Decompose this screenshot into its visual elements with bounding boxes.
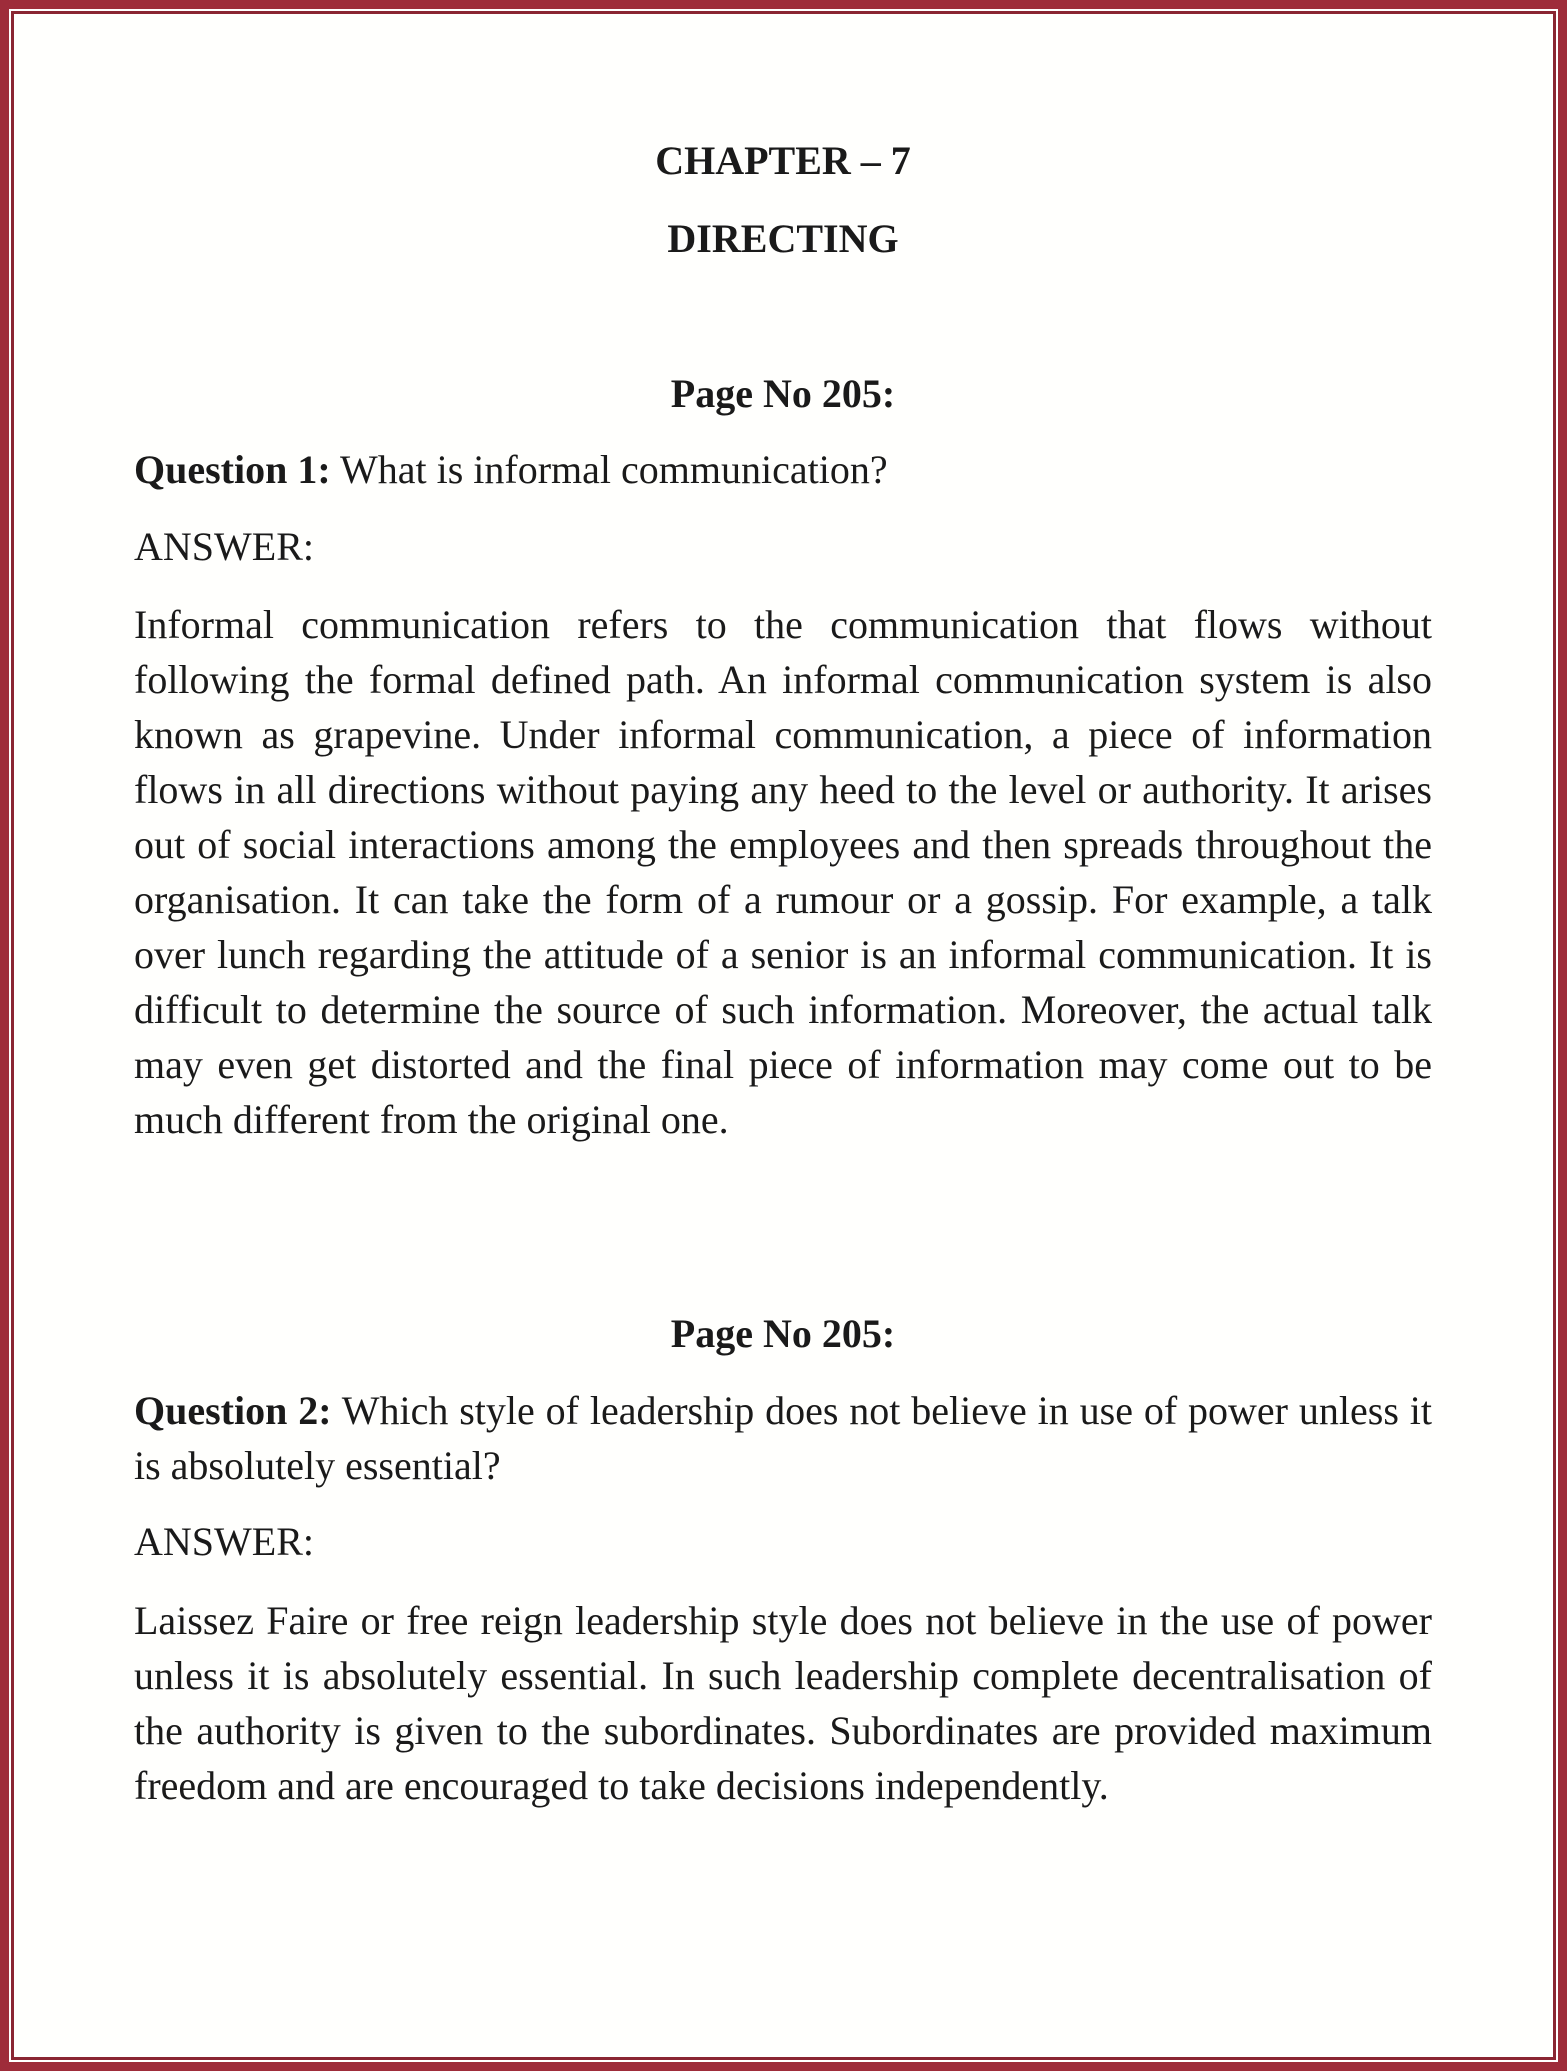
page-label: Page No 205: [670,1311,896,1356]
question-text: Which style of leadership does not believe in use of power unless it is absolutely essential? [134,1388,1432,1488]
page-label: Page No 205: [670,371,896,416]
chapter-title: DIRECTING [667,216,899,261]
question-1 [134,442,1432,497]
answer-2: Laissez Faire or free reign leadership style does not believe in the use of power unless it is absolutely essential. In such leadership complete decentralisation of the authority is given to the subordinates. Subordinates are provided maximum freedom and are encouraged to take decisions independently. [134,1598,1432,1808]
question-2 [134,1383,1432,1493]
answer-label: ANSWER: [134,524,314,569]
chapter-heading: CHAPTER – 7 [655,138,911,183]
answer-label: ANSWER: [134,1519,314,1564]
question-label: Question 2: [134,1388,332,1433]
question-label: Question 1: [134,447,331,492]
question-text: What is informal communication? [339,447,888,492]
answer-1: Informal communication refers to the communication that flows without following the formal defined path. An informal communication system is also known as grapevine. Under informal communication, a piece of information flows in all directions without paying any heed to the level or authority. It arises out of social interactions among the employees and then spreads throughout the organisation. It can take the form of a rumour or a gossip. For example, a talk over lunch regarding the attitude of a senior is an informal communication. It is difficult to determine the source of such information. Moreover, the actual talk may even get distorted and the final piece of information may come out to be much different from the original one. [134,602,1432,1142]
